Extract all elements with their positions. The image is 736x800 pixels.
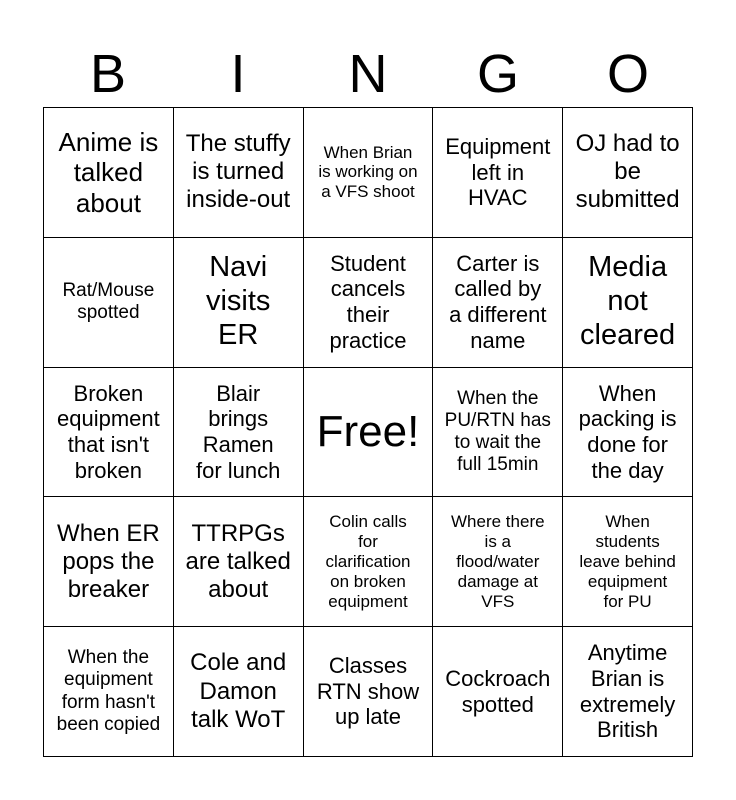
bingo-cell-r1c2[interactable]: The stuffy is turned inside-out — [174, 108, 304, 238]
bingo-cell-r4c5[interactable]: When students leave behind equipment for PU — [563, 497, 693, 627]
bingo-cell-r4c3[interactable]: Colin calls for clarification on broken equipment — [304, 497, 434, 627]
bingo-cell-r2c2[interactable]: Navi visits ER — [174, 238, 304, 368]
bingo-cell-r2c5[interactable]: Media not cleared — [563, 238, 693, 368]
bingo-cell-r5c3[interactable]: Classes RTN show up late — [304, 627, 434, 757]
bingo-cell-r4c4[interactable]: Where there is a flood/water damage at VFS — [433, 497, 563, 627]
bingo-cell-r2c3[interactable]: Student cancels their practice — [304, 238, 434, 368]
header-letter-b: B — [89, 44, 127, 104]
bingo-cell-r1c1[interactable]: Anime is talked about — [44, 108, 174, 238]
bingo-cell-r3c5[interactable]: When packing is done for the day — [563, 368, 693, 498]
header-letter-n: N — [348, 44, 388, 104]
free-space-cell[interactable]: Free! — [304, 368, 434, 498]
bingo-cell-r5c5[interactable]: Anytime Brian is extremely British — [563, 627, 693, 757]
bingo-cell-r1c4[interactable]: Equipment left in HVAC — [433, 108, 563, 238]
bingo-cell-r1c5[interactable]: OJ had to be submitted — [563, 108, 693, 238]
bingo-cell-r3c1[interactable]: Broken equipment that isn't broken — [44, 368, 174, 498]
bingo-cell-r4c2[interactable]: TTRPGs are talked about — [174, 497, 304, 627]
bingo-cell-r4c1[interactable]: When ER pops the breaker — [44, 497, 174, 627]
bingo-grid — [43, 107, 693, 757]
bingo-cell-r1c3[interactable]: When Brian is working on a VFS shoot — [304, 108, 434, 238]
bingo-cell-r2c4[interactable]: Carter is called by a different name — [433, 238, 563, 368]
bingo-cell-r5c1[interactable]: When the equipment form hasn't been copied — [44, 627, 174, 757]
header-letter-o: O — [606, 44, 649, 104]
bingo-cell-r5c4[interactable]: Cockroach spotted — [433, 627, 563, 757]
bingo-cell-r3c2[interactable]: Blair brings Ramen for lunch — [174, 368, 304, 498]
bingo-cell-r3c4[interactable]: When the PU/RTN has to wait the full 15min — [433, 368, 563, 498]
bingo-cell-r5c2[interactable]: Cole and Damon talk WoT — [174, 627, 304, 757]
bingo-header — [43, 40, 693, 108]
header-letter-g: G — [476, 44, 519, 104]
header-letter-i: I — [230, 44, 246, 104]
bingo-cell-r2c1[interactable]: Rat/Mouse spotted — [44, 238, 174, 368]
